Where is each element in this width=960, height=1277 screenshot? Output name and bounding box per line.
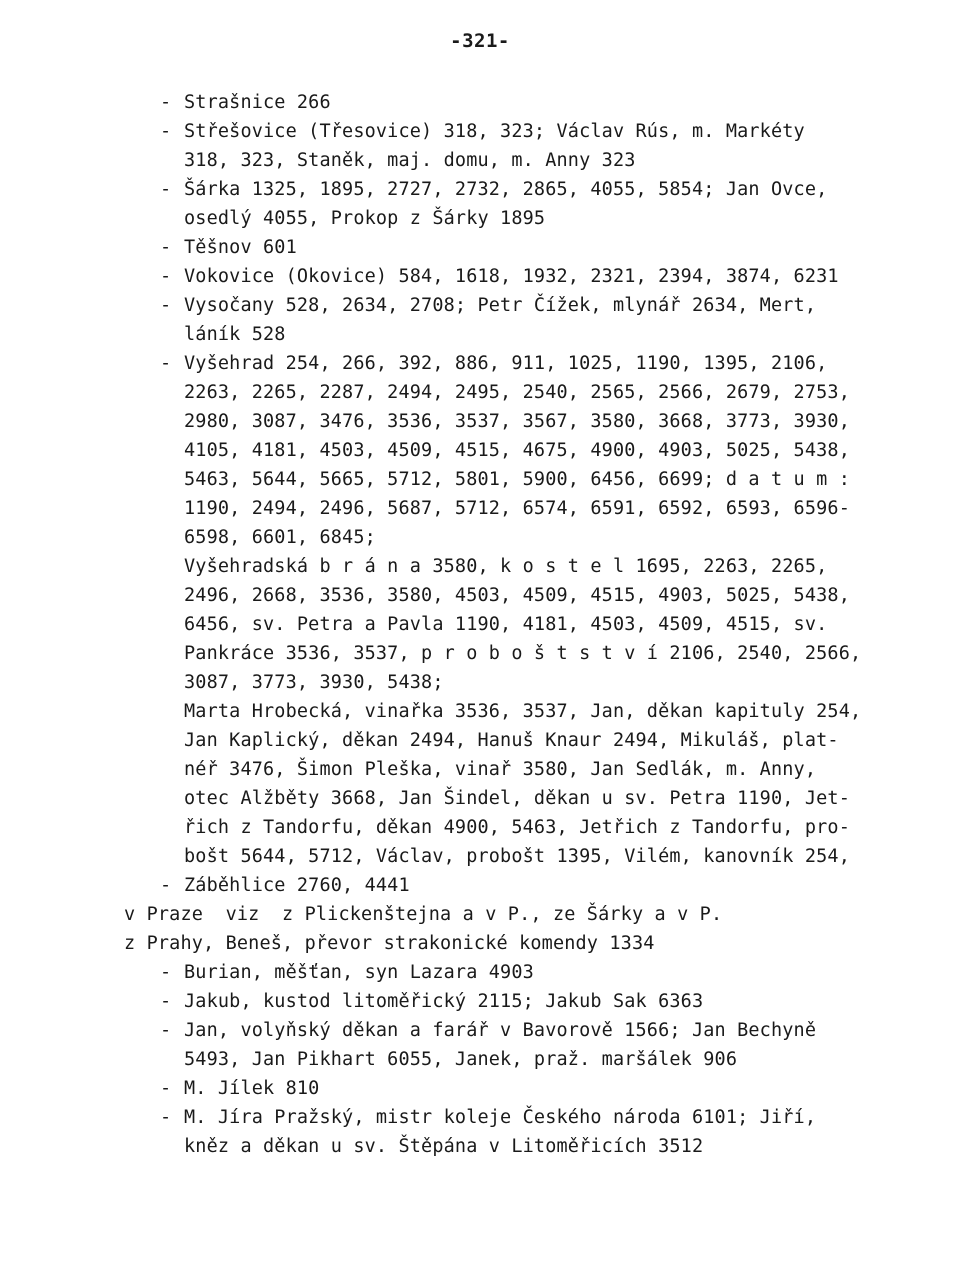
index-subentry (0, 958, 960, 987)
entry-text: Šárka 1325, 1895, 2727, 2732, 2865, 4055, 5854; Jan Ovce, (184, 179, 828, 200)
index-subentry (0, 117, 960, 146)
index-entry-continuation (0, 842, 960, 871)
entry-text: Jakub, kustod litoměřický 2115; Jakub Sak 6363 (184, 991, 704, 1012)
index-entry-continuation (0, 813, 960, 842)
page-number: -321- (450, 30, 510, 52)
entry-dash: - (160, 295, 172, 316)
entry-text: 5493, Jan Pikhart 6055, Janek, praž. maršálek 906 (184, 1049, 738, 1070)
index-entry-continuation (0, 494, 960, 523)
entry-text: Vokovice (Okovice) 584, 1618, 1932, 2321, 2394, 3874, 6231 (184, 266, 839, 287)
entry-dash: - (160, 92, 172, 113)
entry-text: 2496, 2668, 3536, 3580, 4503, 4509, 4515, 4903, 5025, 5438, (184, 585, 850, 606)
index-subentry (0, 1103, 960, 1132)
entry-text: 2263, 2265, 2287, 2494, 2495, 2540, 2565, 2566, 2679, 2753, (184, 382, 850, 403)
index-entries (0, 88, 960, 1161)
index-entry-continuation (0, 552, 960, 581)
entry-dash: - (160, 962, 172, 983)
entry-text: M. Jíra Pražský, mistr koleje Českého národa 6101; Jiří, (184, 1107, 817, 1128)
index-subentry (0, 987, 960, 1016)
entry-text: Pankráce 3536, 3537, p r o b o š t s t v í 2106, 2540, 2566, (184, 643, 862, 664)
index-subentry (0, 262, 960, 291)
entry-text: 2980, 3087, 3476, 3536, 3537, 3567, 3580, 3668, 3773, 3930, (184, 411, 850, 432)
index-entry-main (0, 929, 960, 958)
index-entry-continuation (0, 755, 960, 784)
entry-text: 318, 323, Staněk, maj. domu, m. Anny 323 (184, 150, 636, 171)
index-subentry (0, 175, 960, 204)
index-entry-continuation (0, 581, 960, 610)
entry-text: bošt 5644, 5712, Václav, probošt 1395, Vilém, kanovník 254, (184, 846, 850, 867)
entry-text: 1190, 2494, 2496, 5687, 5712, 6574, 6591, 6592, 6593, 6596- (184, 498, 850, 519)
entry-text: M. Jílek 810 (184, 1078, 320, 1099)
entry-text: Vyšehradská b r á n a 3580, k o s t e l 1695, 2263, 2265, (184, 556, 828, 577)
entry-text: Vysočany 528, 2634, 2708; Petr Čížek, mlynář 2634, Mert, (184, 295, 817, 316)
index-entry-continuation (0, 320, 960, 349)
index-entry-continuation (0, 697, 960, 726)
index-entry-continuation (0, 378, 960, 407)
entry-text: Střešovice (Třesovice) 318, 323; Václav Rús, m. Markéty (184, 121, 805, 142)
entry-text: Těšnov 601 (184, 237, 297, 258)
index-entry-continuation (0, 204, 960, 233)
index-subentry (0, 1074, 960, 1103)
entry-dash: - (160, 266, 172, 287)
entry-dash: - (160, 179, 172, 200)
index-subentry (0, 88, 960, 117)
index-subentry (0, 349, 960, 378)
index-entry-continuation (0, 436, 960, 465)
index-subentry (0, 871, 960, 900)
entry-text: otec Alžběty 3668, Jan Šindel, děkan u sv. Petra 1190, Jet- (184, 788, 850, 809)
index-entry-continuation (0, 784, 960, 813)
index-entry-main (0, 900, 960, 929)
index-subentry (0, 1016, 960, 1045)
entry-text: Záběhlice 2760, 4441 (184, 875, 410, 896)
entry-dash: - (160, 1107, 172, 1128)
entry-dash: - (160, 1078, 172, 1099)
index-entry-continuation (0, 146, 960, 175)
entry-dash: - (160, 875, 172, 896)
index-entry-continuation (0, 1045, 960, 1074)
entry-text: Marta Hrobecká, vinařka 3536, 3537, Jan, děkan kapituly 254, (184, 701, 862, 722)
entry-text: Jan Kaplický, děkan 2494, Hanuš Knaur 2494, Mikuláš, plat- (184, 730, 839, 751)
index-subentry (0, 233, 960, 262)
entry-text: 5463, 5644, 5665, 5712, 5801, 5900, 6456, 6699; d a t u m : (184, 469, 850, 490)
entry-text: 3087, 3773, 3930, 5438; (184, 672, 444, 693)
entry-text: Strašnice 266 (184, 92, 331, 113)
entry-dash: - (160, 353, 172, 374)
entry-text: kněz a děkan u sv. Štěpána v Litoměřicích 3512 (184, 1136, 704, 1157)
index-entry-continuation (0, 465, 960, 494)
entry-text: osedlý 4055, Prokop z Šárky 1895 (184, 208, 546, 229)
index-entry-continuation (0, 639, 960, 668)
index-entry-continuation (0, 523, 960, 552)
entry-text: 6456, sv. Petra a Pavla 1190, 4181, 4503, 4509, 4515, sv. (184, 614, 828, 635)
index-entry-continuation (0, 407, 960, 436)
entry-text: láník 528 (184, 324, 286, 345)
index-entry-continuation (0, 668, 960, 697)
entry-text: néř 3476, Šimon Pleška, vinař 3580, Jan Sedlák, m. Anny, (184, 759, 817, 780)
index-entry-continuation (0, 1132, 960, 1161)
index-subentry (0, 291, 960, 320)
entry-text: Burian, měšťan, syn Lazara 4903 (184, 962, 534, 983)
index-entry-continuation (0, 610, 960, 639)
entry-dash: - (160, 121, 172, 142)
entry-dash: - (160, 237, 172, 258)
entry-text: z Prahy, Beneš, převor strakonické komendy 1334 (124, 933, 655, 954)
entry-text: Vyšehrad 254, 266, 392, 886, 911, 1025, 1190, 1395, 2106, (184, 353, 828, 374)
entry-text: 6598, 6601, 6845; (184, 527, 376, 548)
entry-text: v Praze viz z Plickenštejna a v P., ze Šárky a v P. (124, 904, 723, 925)
entry-text: řich z Tandorfu, děkan 4900, 5463, Jetřich z Tandorfu, pro- (184, 817, 850, 838)
entry-dash: - (160, 1020, 172, 1041)
entry-dash: - (160, 991, 172, 1012)
index-entry-continuation (0, 726, 960, 755)
entry-text: Jan, volyňský děkan a farář v Bavorově 1566; Jan Bechyně (184, 1020, 817, 1041)
entry-text: 4105, 4181, 4503, 4509, 4515, 4675, 4900, 4903, 5025, 5438, (184, 440, 850, 461)
